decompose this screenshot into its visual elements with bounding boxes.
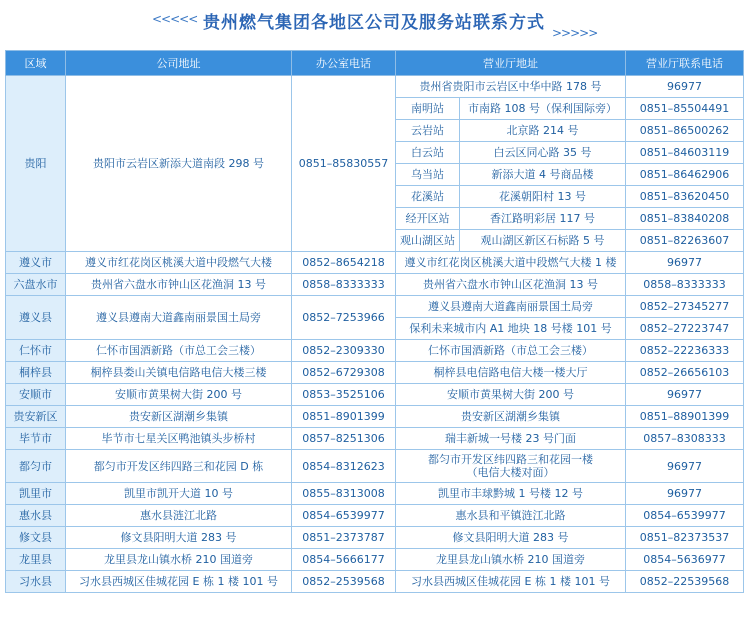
table-row — [6, 76, 744, 98]
hall-address-cell: 遵义县遵南大道鑫南丽景国土局旁 — [396, 296, 626, 318]
address-cell: 安顺市黄果树大街 200 号 — [66, 384, 292, 406]
station-name-cell: 南明站 — [396, 98, 460, 120]
phone-cell: 0852–2309330 — [292, 340, 396, 362]
hall-address-cell: 习水县西城区佳城花园 E 栋 1 楼 101 号 — [396, 571, 626, 593]
address-cell: 毕节市七星关区鸭池镇头步桥村 — [66, 428, 292, 450]
station-address-cell: 香江路明彩居 117 号 — [460, 208, 626, 230]
hall-phone-cell: 96977 — [626, 450, 744, 483]
table-row — [6, 428, 744, 450]
station-address-cell: 新添大道 4 号商品楼 — [460, 164, 626, 186]
header-address: 公司地址 — [66, 51, 292, 76]
hall-phone-cell: 0852–22236333 — [626, 340, 744, 362]
address-cell: 龙里县龙山镇水桥 210 国道旁 — [66, 549, 292, 571]
station-name-cell: 经开区站 — [396, 208, 460, 230]
address-cell: 修文县阳明大道 283 号 — [66, 527, 292, 549]
header-region: 区域 — [6, 51, 66, 76]
station-address-cell: 白云区同心路 35 号 — [460, 142, 626, 164]
table-row — [6, 406, 744, 428]
hall-phone-cell: 96977 — [626, 76, 744, 98]
address-cell: 惠水县涟江北路 — [66, 505, 292, 527]
hall-phone-cell: 0854–6539977 — [626, 505, 744, 527]
address-cell: 都匀市开发区纬四路三和花园 D 栋 — [66, 450, 292, 483]
table-row — [6, 296, 744, 318]
address-cell: 遵义市红花岗区桃溪大道中段燃气大楼 — [66, 252, 292, 274]
header-hall-phone: 营业厅联系电话 — [626, 51, 744, 76]
hall-address-cell: 惠水县和平镇涟江北路 — [396, 505, 626, 527]
address-cell: 贵阳市云岩区新添大道南段 298 号 — [66, 76, 292, 252]
phone-cell: 0858–8333333 — [292, 274, 396, 296]
address-cell: 凯里市凯开大道 10 号 — [66, 483, 292, 505]
hall-phone-cell: 0851–83840208 — [626, 208, 744, 230]
table-row — [6, 362, 744, 384]
hall-phone-cell: 96977 — [626, 384, 744, 406]
station-name-cell: 乌当站 — [396, 164, 460, 186]
hall-address-cell: 遵义市红花岗区桃溪大道中段燃气大楼 1 楼 — [396, 252, 626, 274]
hall-phone-cell: 0851–88901399 — [626, 406, 744, 428]
contact-table — [5, 50, 744, 593]
station-name-cell: 观山湖区站 — [396, 230, 460, 252]
table-row — [6, 571, 744, 593]
phone-cell: 0852–2539568 — [292, 571, 396, 593]
table-row — [6, 505, 744, 527]
hall-phone-cell: 0852–27223747 — [626, 318, 744, 340]
phone-cell: 0854–8312623 — [292, 450, 396, 483]
region-cell: 安顺市 — [6, 384, 66, 406]
hall-phone-cell: 96977 — [626, 252, 744, 274]
page-title: 贵州燃气集团各地区公司及服务站联系方式 — [203, 13, 545, 33]
decor-arrows-left: <<<<< — [152, 12, 198, 26]
region-cell: 凯里市 — [6, 483, 66, 505]
address-cell: 贵安新区湖潮乡集镇 — [66, 406, 292, 428]
decor-arrows-right: >>>>> — [552, 26, 598, 40]
header-row — [6, 51, 744, 76]
table-row — [6, 549, 744, 571]
hall-address-cell: 贵州省贵阳市云岩区中华中路 178 号 — [396, 76, 626, 98]
table-row — [6, 274, 744, 296]
phone-cell: 0854–5666177 — [292, 549, 396, 571]
hall-address-cell: 贵安新区湖潮乡集镇 — [396, 406, 626, 428]
hall-address-cell: 安顺市黄果树大街 200 号 — [396, 384, 626, 406]
station-address-cell: 市南路 108 号（保利国际旁） — [460, 98, 626, 120]
station-address-cell: 观山湖区新区石标路 5 号 — [460, 230, 626, 252]
table-row — [6, 252, 744, 274]
phone-cell: 0852–8654218 — [292, 252, 396, 274]
hall-address-cell: 龙里县龙山镇水桥 210 国道旁 — [396, 549, 626, 571]
hall-address-cell: 修文县阳明大道 283 号 — [396, 527, 626, 549]
table-row — [6, 527, 744, 549]
address-cell: 仁怀市国酒新路（市总工会三楼） — [66, 340, 292, 362]
station-name-cell: 白云站 — [396, 142, 460, 164]
hall-address-line-2: （电信大楼对面） — [466, 466, 555, 479]
phone-cell: 0855–8313008 — [292, 483, 396, 505]
table-row — [6, 340, 744, 362]
region-cell: 遵义市 — [6, 252, 66, 274]
hall-address-cell: 桐梓县电信路电信大楼一楼大厅 — [396, 362, 626, 384]
table-row — [6, 384, 744, 406]
hall-phone-cell: 0851–85504491 — [626, 98, 744, 120]
station-address-cell: 花溪朝阳村 13 号 — [460, 186, 626, 208]
hall-phone-cell: 0851–82263607 — [626, 230, 744, 252]
region-cell: 惠水县 — [6, 505, 66, 527]
region-cell: 都匀市 — [6, 450, 66, 483]
hall-phone-cell: 0851–86462906 — [626, 164, 744, 186]
table-row — [6, 483, 744, 505]
phone-cell: 0852–6729308 — [292, 362, 396, 384]
region-cell: 贵安新区 — [6, 406, 66, 428]
hall-phone-cell: 0851–82373537 — [626, 527, 744, 549]
station-address-cell: 北京路 214 号 — [460, 120, 626, 142]
address-cell: 遵义县遵南大道鑫南丽景国土局旁 — [66, 296, 292, 340]
hall-phone-cell: 0858–8333333 — [626, 274, 744, 296]
address-cell: 贵州省六盘水市钟山区花渔洞 13 号 — [66, 274, 292, 296]
phone-cell: 0851–8901399 — [292, 406, 396, 428]
phone-cell: 0851–2373787 — [292, 527, 396, 549]
header-hall-address: 营业厅地址 — [396, 51, 626, 76]
region-cell: 习水县 — [6, 571, 66, 593]
hall-phone-cell: 0852–27345277 — [626, 296, 744, 318]
header-office-phone: 办公室电话 — [292, 51, 396, 76]
hall-address-cell: 瑞丰新城一号楼 23 号门面 — [396, 428, 626, 450]
hall-phone-cell: 0851–86500262 — [626, 120, 744, 142]
hall-address-cell: 仁怀市国酒新路（市总工会三楼） — [396, 340, 626, 362]
hall-address-cell: 贵州省六盘水市钟山区花渔洞 13 号 — [396, 274, 626, 296]
region-cell: 贵阳 — [6, 76, 66, 252]
region-cell: 六盘水市 — [6, 274, 66, 296]
hall-address-line-1: 都匀市开发区纬四路三和花园一楼 — [428, 453, 593, 466]
region-cell: 遵义县 — [6, 296, 66, 340]
table-row — [6, 450, 744, 483]
address-cell: 习水县西城区佳城花园 E 栋 1 楼 101 号 — [66, 571, 292, 593]
hall-phone-cell: 96977 — [626, 483, 744, 505]
region-cell: 修文县 — [6, 527, 66, 549]
hall-phone-cell: 0851–84603119 — [626, 142, 744, 164]
hall-phone-cell: 0852–22539568 — [626, 571, 744, 593]
hall-phone-cell: 0854–5636977 — [626, 549, 744, 571]
address-cell: 桐梓县娄山关镇电信路电信大楼三楼 — [66, 362, 292, 384]
region-cell: 毕节市 — [6, 428, 66, 450]
hall-phone-cell: 0851–83620450 — [626, 186, 744, 208]
station-name-cell: 花溪站 — [396, 186, 460, 208]
region-cell: 龙里县 — [6, 549, 66, 571]
title-row — [0, 0, 748, 44]
hall-address-cell: 保利未来城市内 A1 地块 18 号楼 101 号 — [396, 318, 626, 340]
phone-cell: 0851–85830557 — [292, 76, 396, 252]
station-name-cell: 云岩站 — [396, 120, 460, 142]
region-cell: 桐梓县 — [6, 362, 66, 384]
phone-cell: 0854–6539977 — [292, 505, 396, 527]
region-cell: 仁怀市 — [6, 340, 66, 362]
phone-cell: 0857–8251306 — [292, 428, 396, 450]
hall-address-cell: 凯里市丰球黔城 1 号楼 12 号 — [396, 483, 626, 505]
phone-cell: 0853–3525106 — [292, 384, 396, 406]
hall-address-cell — [396, 450, 626, 483]
phone-cell: 0852–7253966 — [292, 296, 396, 340]
hall-phone-cell: 0852–26656103 — [626, 362, 744, 384]
hall-phone-cell: 0857–8308333 — [626, 428, 744, 450]
